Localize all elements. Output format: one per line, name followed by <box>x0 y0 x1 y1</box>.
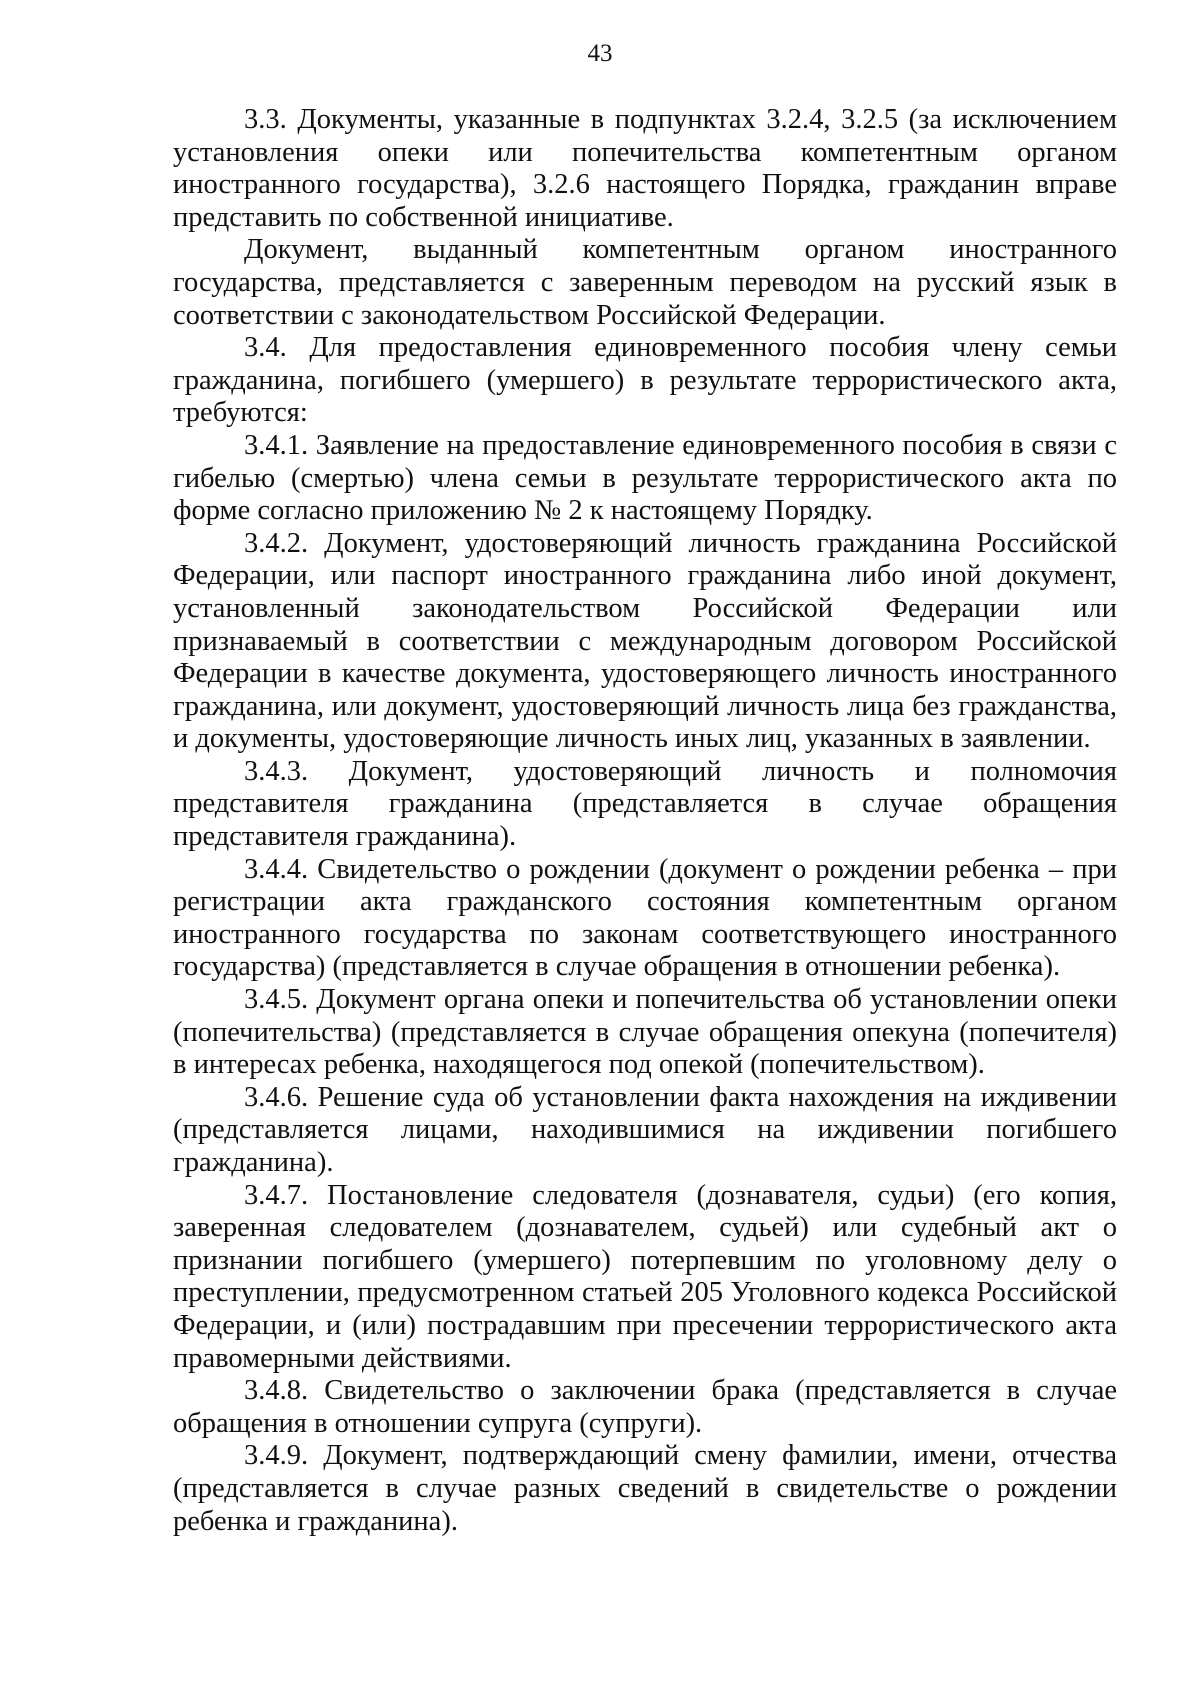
paragraph-3-4-1: 3.4.1. Заявление на предоставление единовременного пособия в связи с гибелью (смертью) члена семьи в результате террористического акта по форме согласно приложению № 2 к настоящему Порядку. <box>173 429 1117 527</box>
paragraph-3-3-foreign-document: Документ, выданный компетентным органом иностранного государства, представляется с заверенным переводом на русский язык в соответствии с законодательством Российской Федерации. <box>173 234 1117 331</box>
paragraph-3-4-5: 3.4.5. Документ органа опеки и попечительства об установлении опеки (попечительства) (представляется в случае обращения опекуна (попечителя) в интересах ребенка, находящегося под опекой (попечительством). <box>173 984 1117 1081</box>
page-number: 43 <box>587 40 613 67</box>
paragraph-3-4-6: 3.4.6. Решение суда об установлении факта нахождения на иждивении (представляется лицами, находившимися на иждивении погибшего гражданина). <box>173 1081 1117 1178</box>
paragraph-3-4-7: 3.4.7. Постановление следователя (дознавателя, судьи) (его копия, заверенная следователем (дознавателем, судьей) или судебный акт о признании погибшего (умершего) потерпевшим по уголовному делу о преступлении, предусмотренном статьей 205 Уголовного кодекса Российской Федерации, и (или) пострадавшим при пресечении террористического акта правомерными действиями. <box>173 1179 1117 1374</box>
paragraph-3-4-9: 3.4.9. Документ, подтверждающий смену фамилии, имени, отчества (представляется в случае разных сведений в свидетельстве о рождении ребенка и гражданина). <box>173 1440 1117 1537</box>
document-body <box>173 104 1117 1538</box>
paragraph-3-4-4: 3.4.4. Свидетельство о рождении (документ о рождении ребенка – при регистрации акта гражданского состояния компетентным органом иностранного государства по законам соответствующего иностранного государства) (представляется в случае обращения в отношении ребенка). <box>173 853 1117 983</box>
paragraph-3-4: 3.4. Для предоставления единовременного пособия члену семьи гражданина, погибшего (умершего) в результате террористического акта, требуются: <box>173 332 1117 429</box>
paragraph-3-4-8: 3.4.8. Свидетельство о заключении брака (представляется в случае обращения в отношении супруга (супруги). <box>173 1375 1117 1439</box>
paragraph-3-4-3: 3.4.3. Документ, удостоверяющий личность и полномочия представителя гражданина (представляется в случае обращения представителя гражданина). <box>173 755 1117 853</box>
paragraph-3-4-2: 3.4.2. Документ, удостоверяющий личность гражданина Российской Федерации, или паспорт иностранного гражданина либо иной документ, установленный законодательством Российской Федерации или признаваемый в соответствии с международным договором Российской Федерации в качестве документа, удостоверяющего личность иностранного гражданина, или документ, удостоверяющий личность лица без гражданства, и документы, удостоверяющие личность иных лиц, указанных в заявлении. <box>173 527 1117 755</box>
paragraph-3-3: 3.3. Документы, указанные в подпунктах 3.2.4, 3.2.5 (за исключением установления опеки или попечительства компетентным органом иностранного государства), 3.2.6 настоящего Порядка, гражданин вправе представить по собственной инициативе. <box>173 104 1117 233</box>
